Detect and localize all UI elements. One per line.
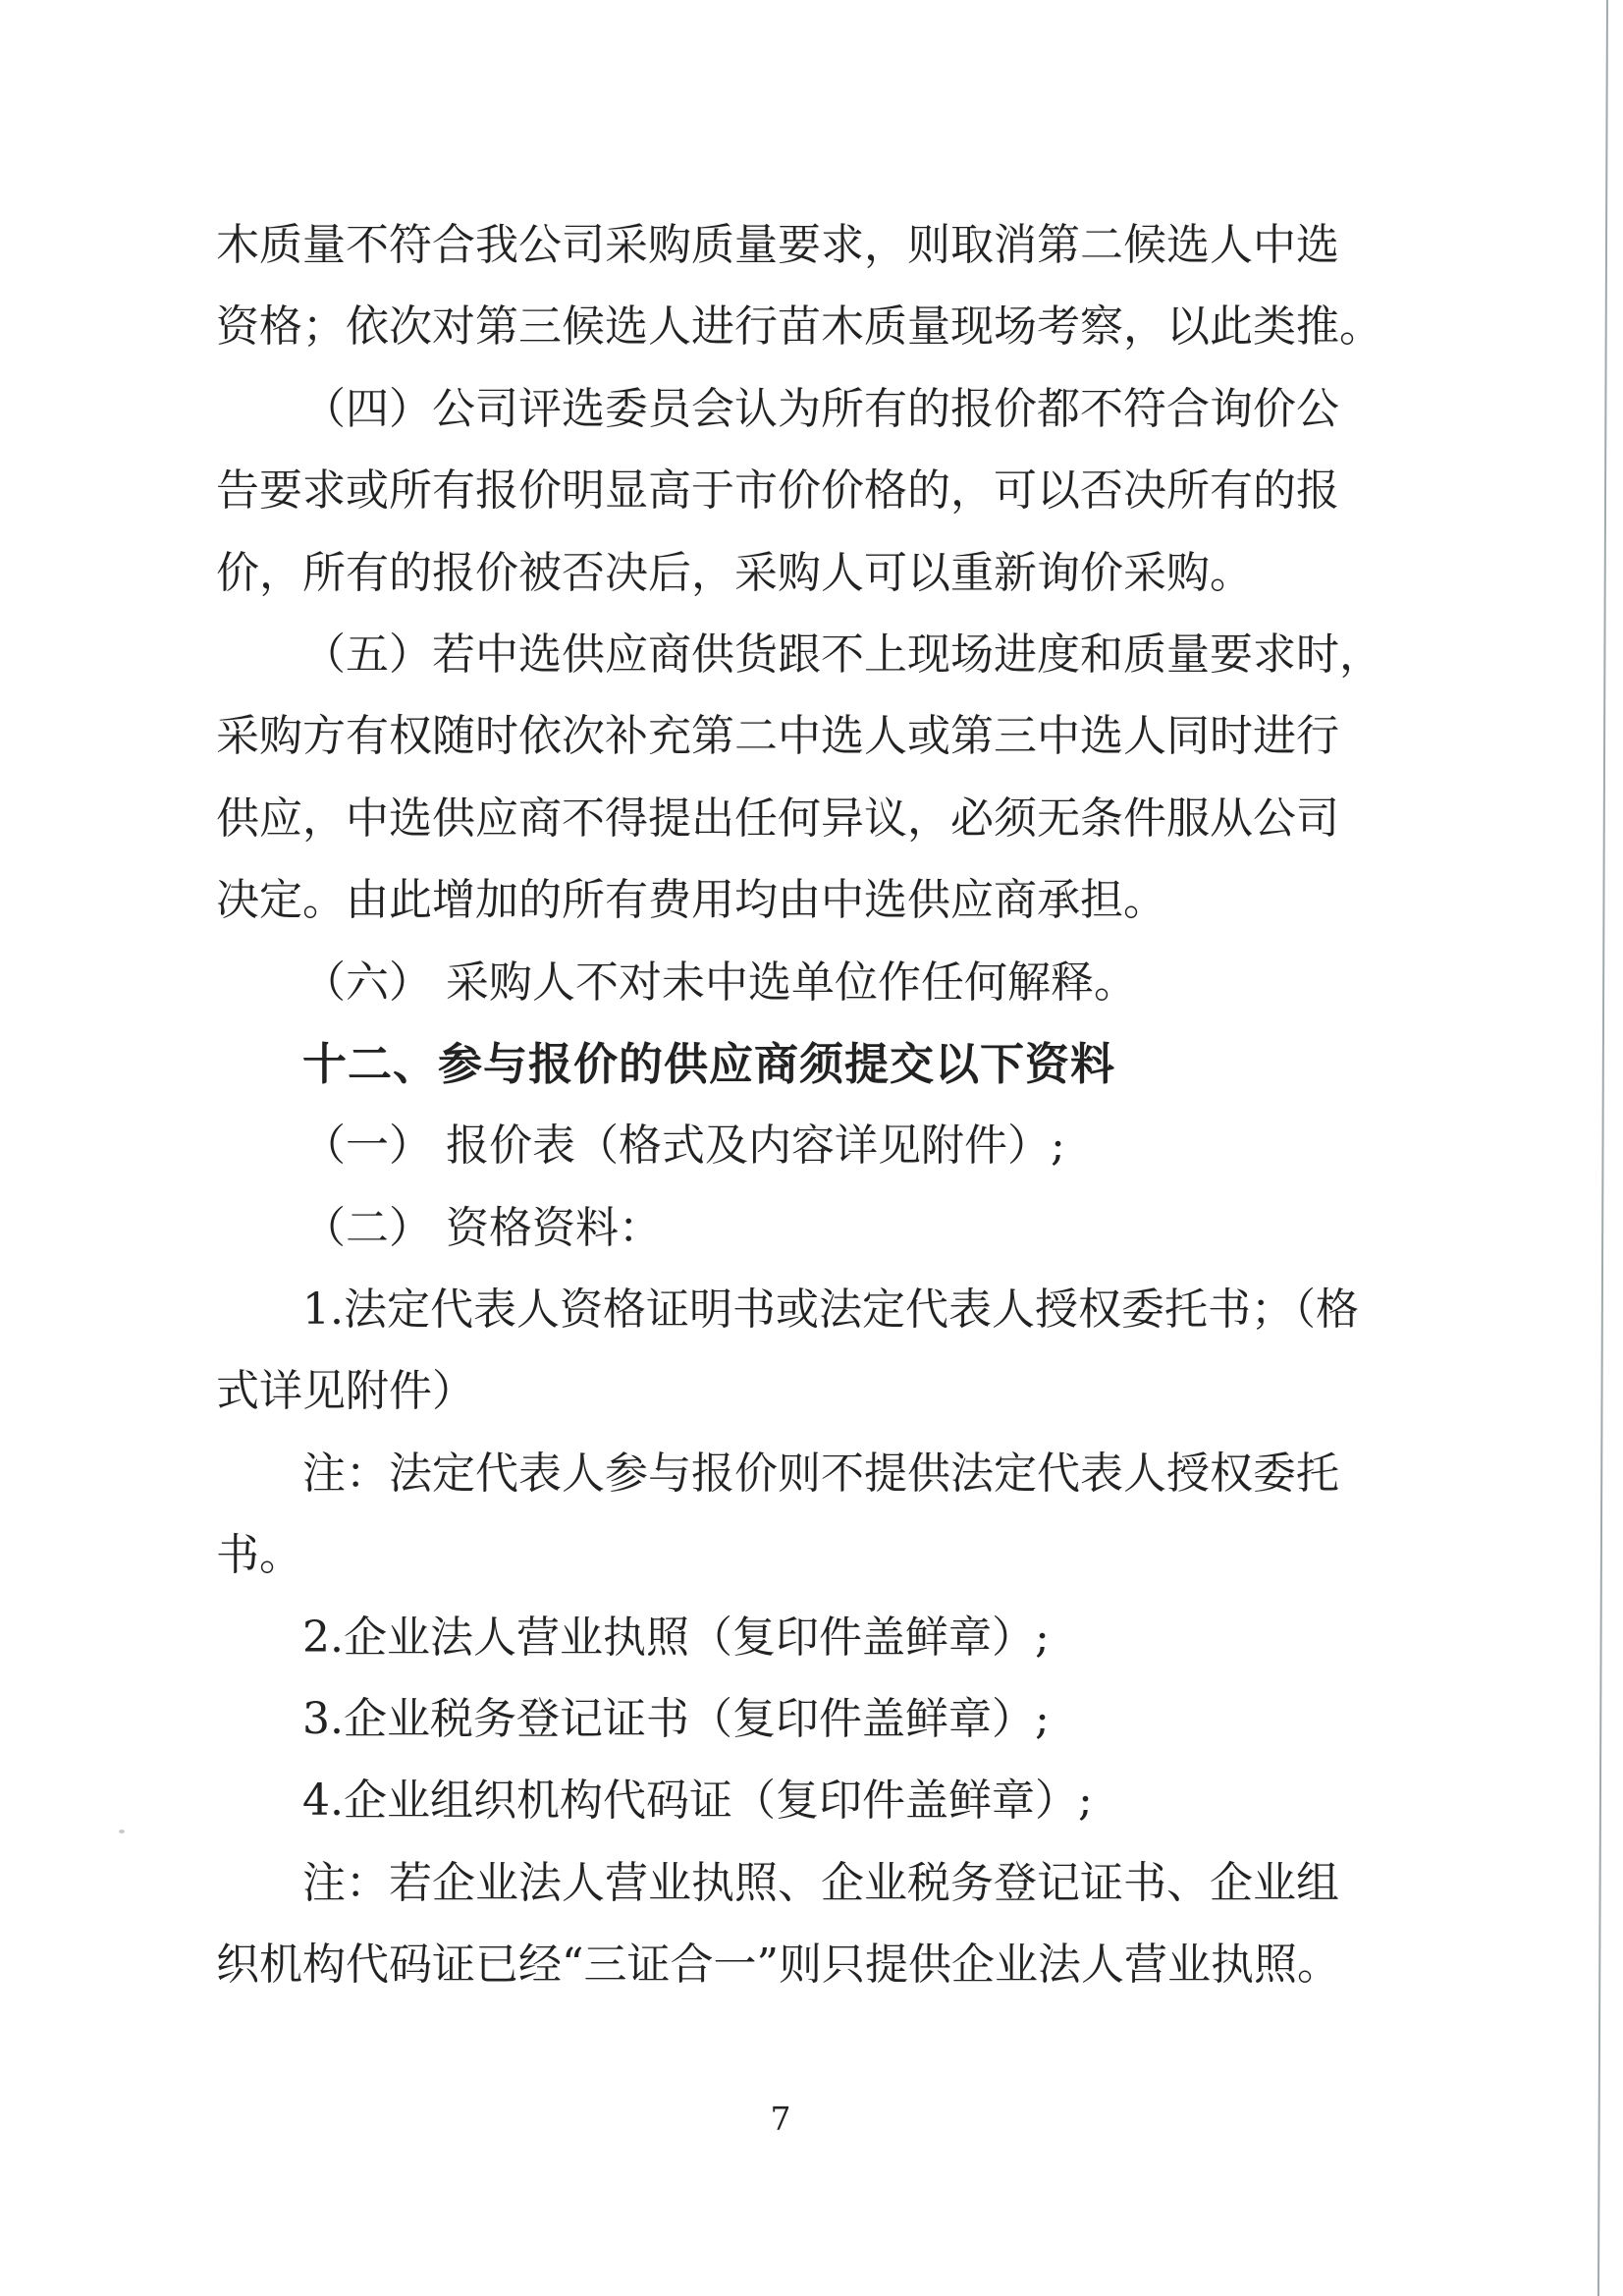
text-line: 注：若企业法人营业执照、企业税务登记证书、企业组: [302, 1857, 1339, 1908]
scan-speck: [119, 1830, 125, 1833]
text-line: 织机构代码证已经“三证合一”则只提供企业法人营业执照。: [216, 1940, 1340, 1991]
text-line: （六） 采购人不对未中选单位作任何解释。: [302, 957, 1137, 1008]
text-line: 4.企业组织机构代码证（复印件盖鲜章）;: [302, 1776, 1093, 1827]
document-text-block: [216, 204, 1389, 2006]
text-line: 3.企业税务登记证书（复印件盖鲜章）;: [302, 1694, 1050, 1745]
text-line: （一） 报价表（格式及内容详见附件）;: [302, 1121, 1065, 1172]
text-line: 2.企业法人营业执照（复印件盖鲜章）;: [302, 1612, 1050, 1663]
section-heading: 十二、参与报价的供应商须提交以下资料: [302, 1037, 1116, 1090]
text-line: （四）公司评选委员会认为所有的报价都不符合询价公: [302, 383, 1339, 434]
text-line: 1.法定代表人资格证明书或法定代表人授权委托书；（格: [302, 1285, 1359, 1336]
text-line: 采购方有权随时依次补充第二中选人或第三中选人同时进行: [216, 711, 1339, 762]
text-line: 告要求或所有报价明显高于市价价格的，可以否决所有的报: [216, 465, 1339, 517]
page-number: 7: [770, 2100, 791, 2138]
text-line: （五）若中选供应商供货跟不上现场进度和质量要求时，: [302, 629, 1382, 680]
text-line: 式详见附件）: [216, 1366, 475, 1417]
text-line: （二） 资格资料：: [302, 1202, 662, 1253]
text-line: 注：法定代表人参与报价则不提供法定代表人授权委托: [302, 1448, 1339, 1499]
text-line: 资格；依次对第三候选人进行苗木质量现场考察，以此类推。: [216, 301, 1382, 353]
text-line: 供应，中选供应商不得提出任何异议，必须无条件服从公司: [216, 793, 1339, 844]
scan-edge-line: [1597, 0, 1608, 2296]
text-line: 书。: [216, 1530, 302, 1581]
text-line: 木质量不符合我公司采购质量要求，则取消第二候选人中选: [216, 220, 1339, 270]
text-line: 价，所有的报价被否决后，采购人可以重新询价采购。: [216, 547, 1253, 598]
text-line: 决定。由此增加的所有费用均由中选供应商承担。: [216, 875, 1166, 926]
